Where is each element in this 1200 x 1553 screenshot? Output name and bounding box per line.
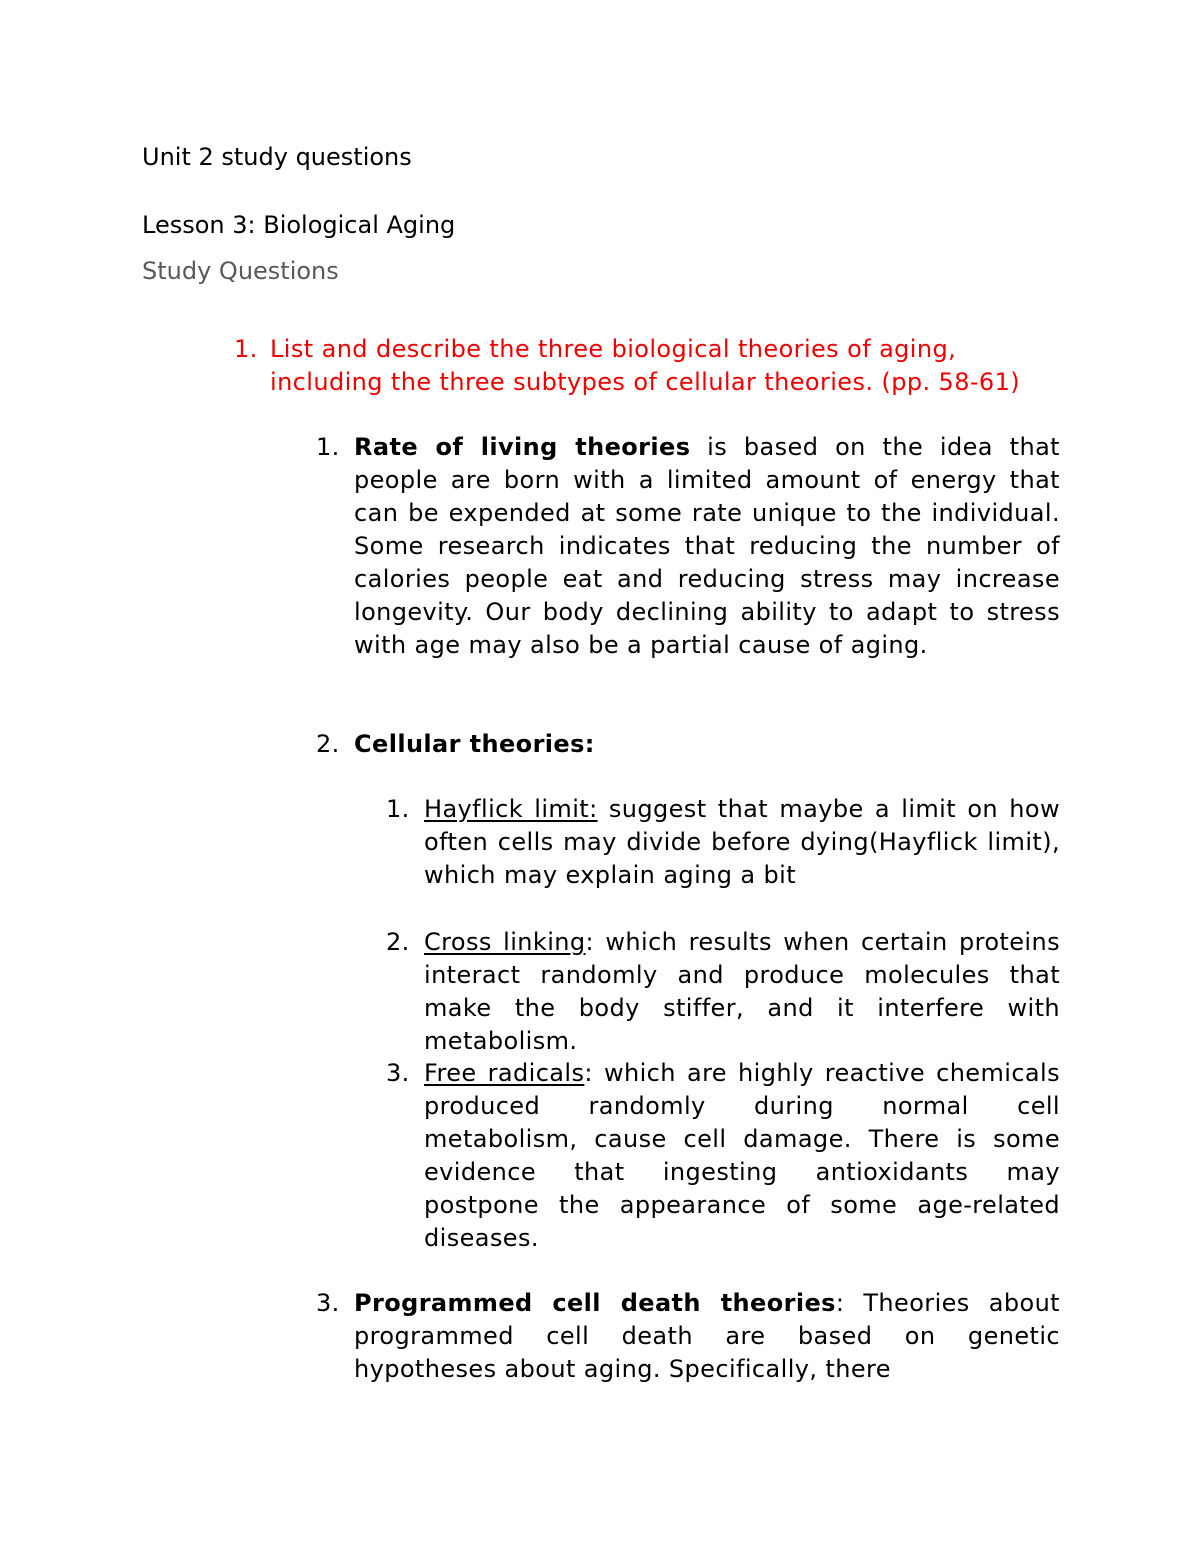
question-1	[234, 333, 1060, 399]
section-heading: Study Questions	[142, 257, 339, 285]
list-number: 2.	[316, 730, 340, 758]
list-number: 1.	[386, 795, 410, 823]
lesson-heading: Lesson 3: Biological Aging	[142, 211, 456, 239]
document-title: Unit 2 study questions	[142, 143, 412, 171]
term-programmed-cell-death: Programmed cell death theories	[354, 1289, 836, 1317]
term-free-radicals: Free radicals	[424, 1059, 585, 1087]
list-number: 3.	[316, 1289, 340, 1317]
answer-text: is based on the idea that people are born with a limited amount of energy that can be expended at some rate unique to the individual. Some research indicates that reducing the number of calories people eat and reducing stress may increase longevity. Our body declining ability to adapt to stress with age may also be a partial cause of aging.	[354, 433, 1060, 659]
list-number: 2.	[386, 928, 410, 956]
term-cross-linking: Cross linking	[424, 928, 586, 956]
subitem-text: suggest that maybe a limit on how often cells may divide before dying(Hayflick limit), which may explain aging a bit	[424, 795, 1061, 889]
subitem-hayflick-limit	[386, 793, 1060, 892]
term-hayflick-limit: Hayflick limit:	[424, 795, 598, 823]
question-text: List and describe the three biological theories of aging, including the three subtypes of cellular theories. (pp. 58-61)	[270, 335, 1021, 396]
subitem-cross-linking	[386, 926, 1060, 1058]
answer-programmed-cell-death	[316, 1287, 1060, 1386]
subitem-text: : which results when certain proteins interact randomly and produce molecules that make the body stiffer, and it interfere with metabolism.	[424, 928, 1060, 1055]
list-number: 1.	[316, 433, 340, 461]
term-rate-of-living: Rate of living theories	[354, 433, 691, 461]
answer-cellular-theories	[316, 728, 1060, 761]
answer-text: : Theories about programmed cell death are based on genetic hypotheses about aging. Specifically, there	[354, 1289, 1060, 1383]
subitem-text: : which are highly reactive chemicals produced randomly during normal cell metabolism, cause cell damage. There is some evidence that ingesting antioxidants may postpone the appearance of some age-related diseases.	[424, 1059, 1060, 1252]
answer-rate-of-living	[316, 431, 1060, 662]
subitem-free-radicals	[386, 1057, 1060, 1255]
term-cellular-theories: Cellular theories:	[354, 730, 595, 758]
list-number: 1.	[234, 335, 258, 363]
list-number: 3.	[386, 1059, 410, 1087]
